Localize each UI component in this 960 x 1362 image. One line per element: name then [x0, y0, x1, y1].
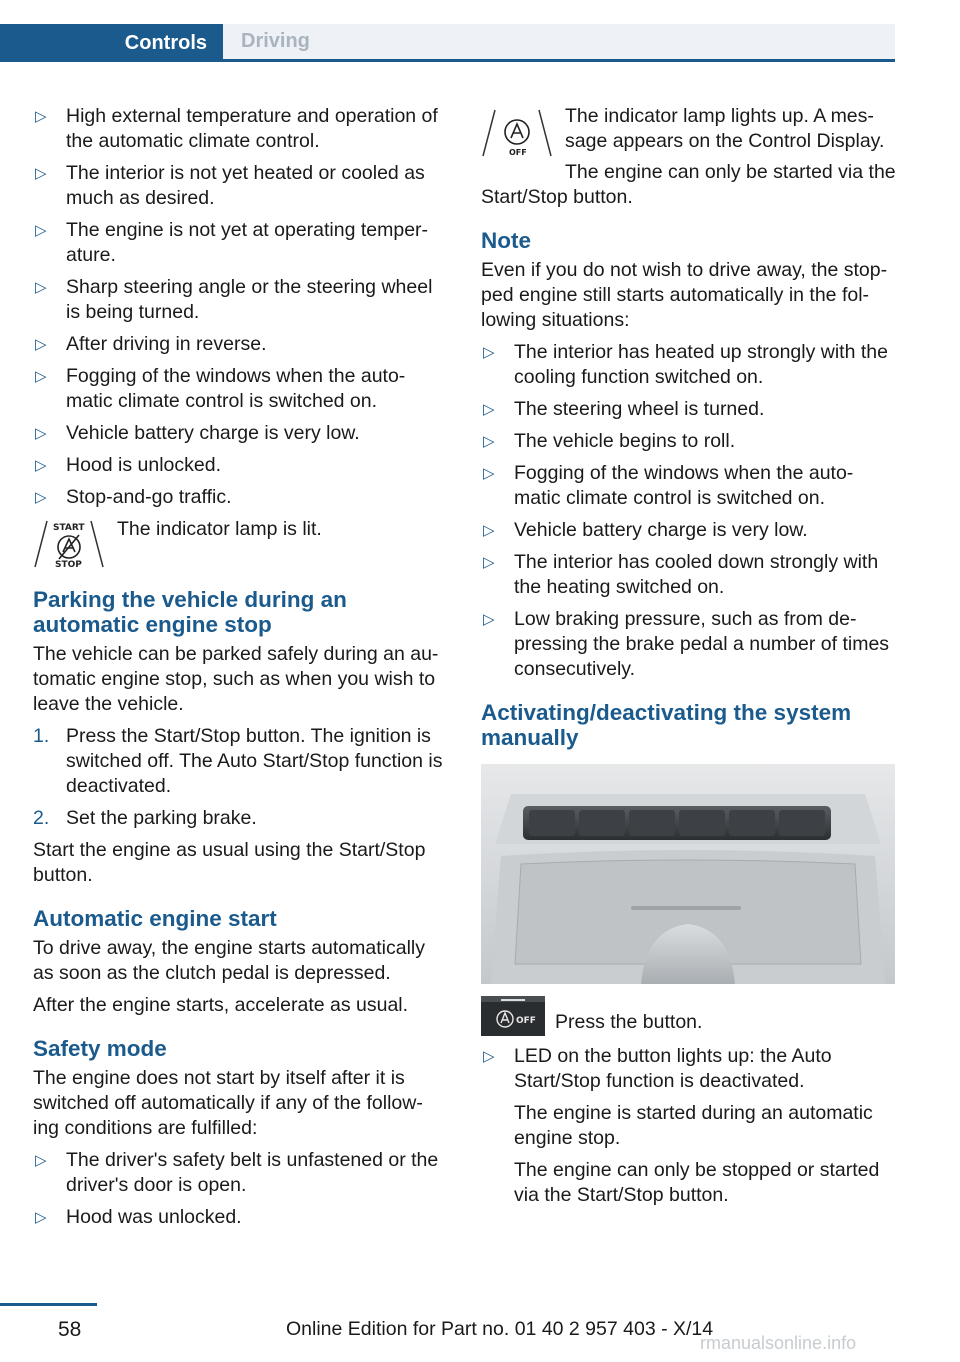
list-item: ▷ High external temperature and operation of the automatic climate control.	[35, 105, 438, 152]
watermark: rmanualsonline.info	[700, 1333, 857, 1353]
svg-text:OFF: OFF	[509, 148, 527, 157]
footer-rule	[0, 1303, 97, 1306]
list-item: ▷ Fogging of the windows when the auto‐matic climate control is switched on.	[35, 365, 406, 412]
triangle-bullet-icon: ▷	[35, 1152, 47, 1169]
center-console-photo	[481, 764, 895, 984]
list-item: 1. Press the Start/Stop button. The ignition is switched off. The Auto Start/Stop function is deactivated.	[33, 725, 443, 797]
triangle-bullet-icon: ▷	[35, 336, 47, 353]
list-item: ▷ Stop-and-go traffic.	[35, 486, 232, 508]
safety-paragraph: The engine does not start by itself after it is switched off automatically if any of the follow‐ing conditions are fulfilled:	[33, 1067, 423, 1139]
list-item: ▷ Sharp steering angle or the steering wheel is being turned.	[35, 276, 433, 323]
list-item: ▷ LED on the button lights up: the Auto Start/Stop function is deactivated. The engine is started during an automatic engine stop. The engine can only be stopped or started via the Start/Stop button.	[483, 1045, 880, 1206]
start-stop-indicator-icon	[33, 519, 105, 569]
list-item: ▷ The vehicle begins to roll.	[483, 430, 736, 452]
triangle-bullet-icon: ▷	[483, 401, 495, 418]
list-item: ▷ The engine is not yet at operating temper‐ature.	[35, 219, 429, 266]
page-number: 58	[58, 1318, 82, 1341]
list-item: ▷ Hood is unlocked.	[35, 454, 222, 476]
indicator-lit-text: The indicator lamp is lit.	[117, 518, 322, 540]
triangle-bullet-icon: ▷	[483, 433, 495, 450]
triangle-bullet-icon: ▷	[35, 457, 47, 474]
indicator-message-row	[481, 104, 897, 160]
heading-safety: Safety mode	[33, 1036, 167, 1061]
heading-parking: Parking the vehicle during an automatic engine stop	[33, 587, 347, 637]
tab-controls[interactable]: Controls	[0, 24, 223, 62]
list-item: ▷ After driving in reverse.	[35, 333, 267, 355]
triangle-bullet-icon: ▷	[35, 222, 47, 239]
svg-text:OFF: OFF	[516, 1016, 536, 1026]
conditions-list	[33, 104, 448, 510]
press-button-text: Press the button.	[555, 1010, 703, 1033]
heading-manual: Activating/deactivating the system manually	[481, 700, 852, 750]
chapter-tabs	[0, 24, 895, 62]
triangle-bullet-icon: ▷	[35, 165, 47, 182]
svg-text:START: START	[53, 523, 85, 533]
list-item: ▷ The steering wheel is turned.	[483, 398, 765, 420]
edition-label: Online Edition for Part no. 01 40 2 957 403 - X/14	[286, 1318, 714, 1340]
triangle-bullet-icon: ▷	[35, 425, 47, 442]
start-usual-paragraph: Start the engine as usual using the Start/Stop button.	[33, 839, 426, 886]
list-item: ▷ The interior is not yet heated or cooled as much as desired.	[35, 162, 425, 209]
right-column	[481, 104, 897, 1215]
list-item: ▷ The driver's safety belt is unfastened or the driver's door is open.	[35, 1149, 439, 1196]
auto-start-paragraph: To drive away, the engine starts automatically as soon as the clutch pedal is depressed.	[33, 937, 425, 984]
triangle-bullet-icon: ▷	[35, 1209, 47, 1226]
console-illustration	[481, 764, 895, 984]
triangle-bullet-icon: ▷	[483, 522, 495, 539]
note-paragraph: Even if you do not wish to drive away, the stop‐ped engine still starts automatically in the fol‐lowing situations:	[481, 259, 888, 331]
left-column	[33, 104, 448, 1237]
accelerate-paragraph: After the engine starts, accelerate as usual.	[33, 994, 409, 1016]
parking-steps	[33, 724, 448, 831]
indicator-message-text: The indicator lamp lights up. A mes‐sage appears on the Control Display.	[565, 105, 885, 152]
triangle-bullet-icon: ▷	[483, 611, 495, 628]
restart-conditions-list	[481, 340, 897, 682]
triangle-bullet-icon: ▷	[483, 554, 495, 571]
list-item: ▷ Low braking pressure, such as from de‐pressing the brake pedal a number of times consecutively.	[483, 608, 890, 680]
press-button-row	[481, 996, 897, 1036]
list-item: ▷ Hood was unlocked.	[35, 1206, 242, 1228]
triangle-bullet-icon: ▷	[483, 465, 495, 482]
list-item: ▷ The interior has heated up strongly with the cooling function switched on.	[483, 341, 888, 388]
engine-via-button-text: The engine can only be started via the Start/Stop button.	[481, 161, 896, 208]
a-off-button-icon	[481, 996, 545, 1036]
led-list	[481, 1044, 897, 1208]
svg-text:STOP: STOP	[55, 560, 82, 569]
indicator-lit-row	[33, 517, 448, 573]
list-item: ▷ The interior has cooled down strongly with the heating switched on.	[483, 551, 879, 598]
heading-auto-start: Automatic engine start	[33, 906, 277, 931]
list-item: ▷ Vehicle battery charge is very low.	[483, 519, 808, 541]
tab-driving[interactable]: Driving	[223, 24, 895, 62]
list-item: ▷ Fogging of the windows when the auto‐matic climate control is switched on.	[483, 462, 854, 509]
list-item: 2. Set the parking brake.	[33, 807, 257, 829]
triangle-bullet-icon: ▷	[35, 279, 47, 296]
safety-conditions-list	[33, 1148, 448, 1230]
triangle-bullet-icon: ▷	[483, 1048, 495, 1065]
triangle-bullet-icon: ▷	[35, 368, 47, 385]
list-item: ▷ Vehicle battery charge is very low.	[35, 422, 360, 444]
parking-paragraph: The vehicle can be parked safely during an au‐tomatic engine stop, such as when you wish to leave the vehicle.	[33, 643, 439, 715]
triangle-bullet-icon: ▷	[35, 489, 47, 506]
triangle-bullet-icon: ▷	[483, 344, 495, 361]
triangle-bullet-icon: ▷	[35, 108, 47, 125]
heading-note: Note	[481, 228, 531, 253]
a-off-indicator-icon	[481, 108, 553, 158]
